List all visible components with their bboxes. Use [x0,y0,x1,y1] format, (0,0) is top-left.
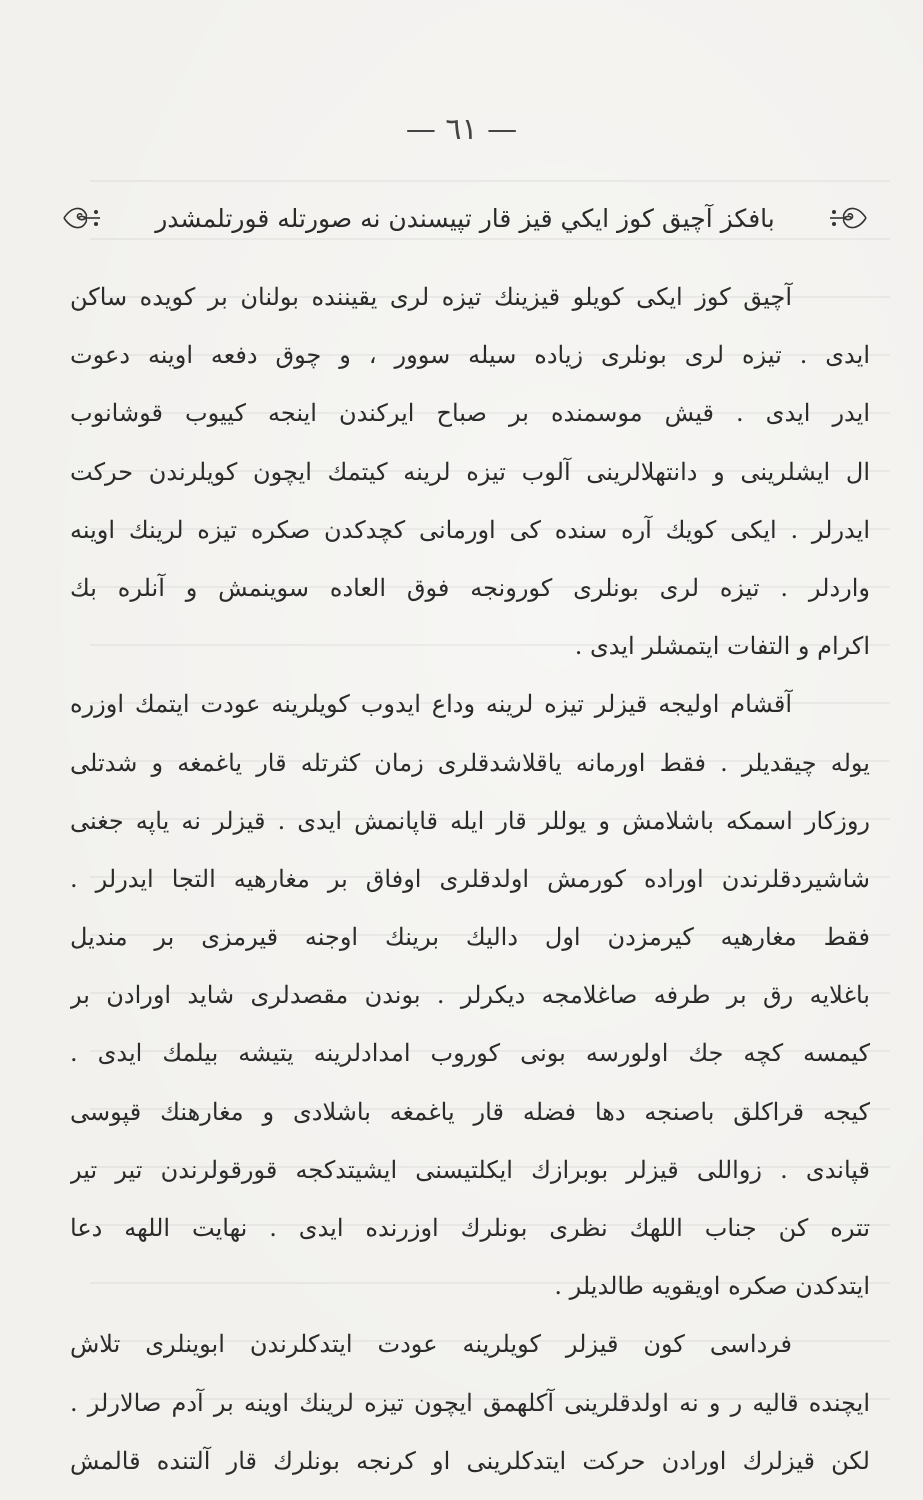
text-line: ايدرلر . ايكى كويك آره سنده كى اورمانى كچدكدن صكره تيزه لرينك اوينه [70,515,870,544]
text-line: فقط مغارهيه كيرمزدن اول داليك برينك اوجنه قيرمزى بر منديل [70,923,870,952]
text-line: قپاندى . زواللى قيزلر بوبرازك ايكلتيسنى ايشيتدكجه قورقولرندن تير تير [70,1155,870,1184]
text-line: اكرام و التفات ايتمشلر ايدى . [574,632,870,661]
text-line: تتره كن جناب اللهك نظرى بونلرك اوزرنده ايدى . نهايت اللهه دعا [70,1214,870,1242]
text-line: آچيق كوز ايكى كويلو قيزينك تيزه لرى يقيننده بولنان بر كويده ساكن [70,283,792,311]
text-line: آقشام اوليجه قيزلر تيزه لرينه وداع ايدوب كويلرينه عودت ايتمك اوزره [70,690,792,719]
text-line: كيمسه كچه جك اولورسه بونى كوروب امدادلرينه يتيشه بيلمك ايدى . [70,1039,870,1068]
text-line: يوله چيقديلر . فقط اورمانه ياقلاشدقلرى زمان كثرتله قار ياغمغه و شدتلى [70,748,870,777]
chapter-title-row [60,196,870,240]
text-line: فرداسى كون قيزلر كويلرينه عودت ايتدكلرندن ابوينلرى تلاش [70,1330,792,1359]
right-ornament-icon [826,200,870,236]
text-line: ايدى . تيزه لرى بونلرى زياده سيله سوور ، و چوق دفعه اوينه دعوت [70,341,870,370]
text-line: واردلر . تيزه لرى بونلرى كورونجه فوق العاده سوينمش و آنلره بك [70,573,870,602]
text-line: ال ايشلرينى و دانتهلالرينى آلوب تيزه لرينه كيتمك ايچون كويلرندن حركت [70,457,870,486]
text-line: لكن قيزلرك اورادن حركت ايتدكلرينى او كرنجه بونلرك قار آلتنده قالمش [70,1446,870,1475]
text-line: ايدر ايدى . قيش موسمنده بر صباح ايركندن اينجه كييوب قوشانوب [70,399,870,428]
text-line: شاشيردقلرندن اوراده كورمش اولدقلرى اوفاق بر مغارهيه التجا ايدرلر . [70,864,870,893]
left-ornament-icon [60,200,104,236]
text-line: باغلايه رق بر طرفه صاغلامجه ديكرلر . بوندن مقصدلرى شايد اورادن بر [70,981,870,1010]
page-number: — ٦١ — [405,112,518,147]
text-line: ايچنده قاليه ر و نه اولدقلرينى آكلهمق ايچون تيزه لرينك اوينه بر آدم صالارلر . [70,1388,870,1417]
text-line: ايتدكدن صكره اويقويه طالديلر . [554,1272,870,1301]
chapter-title: بافكز آچيق كوز ايكي قيز قار تپيسندن نه صورتله قورتلمشدر [155,203,775,233]
text-line: كيجه قراكلق باصنجه دها فضله قار ياغمغه باشلادى و مغارهنك قپوسى [70,1097,870,1126]
body-text [70,268,870,1490]
text-line: روزكار اسمكه باشلامش و يوللر قار ايله قاپانمش ايدى . قيزلر نه ياپه جغنى [70,806,870,835]
